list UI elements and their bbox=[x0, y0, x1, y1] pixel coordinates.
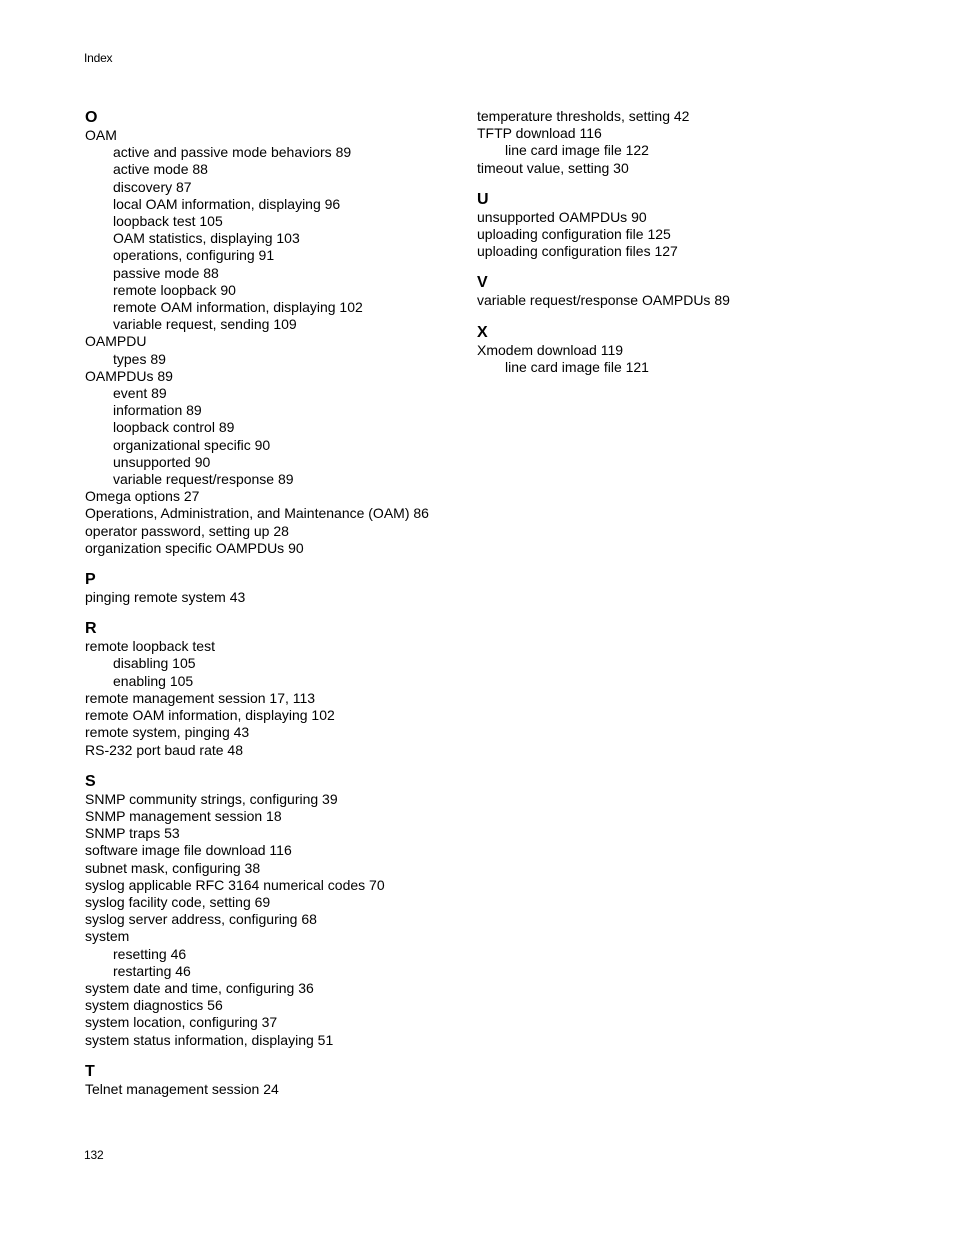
section-letter: O bbox=[85, 109, 98, 126]
index-section bbox=[85, 108, 465, 557]
index-subentry: discovery 87 bbox=[113, 178, 192, 195]
index-subentry: line card image file 122 bbox=[505, 142, 649, 159]
index-entry: RS-232 port baud rate 48 bbox=[85, 741, 243, 758]
index-subentry: OAM statistics, displaying 103 bbox=[113, 230, 300, 247]
section-letter: R bbox=[85, 620, 97, 638]
index-entry: system status information, displaying 51 bbox=[85, 1031, 334, 1048]
index-subentry: disabling 105 bbox=[113, 655, 196, 672]
index-section bbox=[85, 772, 465, 1049]
index-entry: SNMP management session 18 bbox=[85, 807, 282, 824]
index-subentry: active and passive mode behaviors 89 bbox=[113, 144, 352, 161]
index-subentry: passive mode 88 bbox=[113, 264, 219, 281]
index-entry: system diagnostics 56 bbox=[85, 997, 223, 1014]
index-entry: OAM bbox=[85, 127, 117, 143]
index-entry: temperature thresholds, setting 42 bbox=[477, 108, 690, 124]
index-entry: operator password, setting up 28 bbox=[85, 522, 289, 539]
section-letter: V bbox=[477, 274, 488, 292]
index-subentry: remote OAM information, displaying 102 bbox=[113, 299, 363, 316]
page-header: Index bbox=[84, 51, 113, 65]
index-entry: SNMP community strings, configuring 39 bbox=[85, 790, 338, 807]
index-entry: TFTP download 116 bbox=[477, 125, 602, 142]
index-section bbox=[85, 619, 465, 758]
index-entry: syslog server address, configuring 68 bbox=[85, 911, 317, 928]
index-entry: Omega options 27 bbox=[85, 488, 200, 505]
index-entry: Telnet management session 24 bbox=[85, 1080, 279, 1097]
index-column-right bbox=[477, 108, 857, 389]
index-subentry: unsupported 90 bbox=[113, 453, 211, 470]
index-column-left bbox=[85, 108, 465, 1111]
index-subentry: loopback test 105 bbox=[113, 213, 223, 230]
index-subentry: information 89 bbox=[113, 402, 202, 419]
index-subentry: local OAM information, displaying 96 bbox=[113, 195, 341, 212]
index-entry: OAMPDU bbox=[85, 333, 147, 350]
index-subentry: variable request/response 89 bbox=[113, 471, 294, 488]
index-section bbox=[477, 108, 857, 177]
index-entry: remote loopback test bbox=[85, 638, 215, 655]
index-entry: uploading configuration files 127 bbox=[477, 243, 678, 260]
index-entry: software image file download 116 bbox=[85, 842, 292, 859]
index-entry: timeout value, setting 30 bbox=[477, 159, 629, 176]
index-entry: unsupported OAMPDUs 90 bbox=[477, 208, 647, 225]
index-entry: SNMP traps 53 bbox=[85, 825, 180, 842]
index-subentry: types 89 bbox=[113, 350, 166, 367]
index-entry: remote system, pinging 43 bbox=[85, 724, 250, 741]
section-letter: P bbox=[85, 571, 96, 589]
index-subentry: line card image file 121 bbox=[505, 358, 649, 375]
section-letter: X bbox=[477, 323, 488, 341]
index-entry: syslog facility code, setting 69 bbox=[85, 893, 271, 910]
section-letter: T bbox=[85, 1062, 95, 1080]
index-subentry: event 89 bbox=[113, 385, 167, 402]
index-section bbox=[85, 570, 465, 606]
index-entry: system date and time, configuring 36 bbox=[85, 979, 314, 996]
index-subentry: restarting 46 bbox=[113, 962, 191, 979]
index-entry: Operations, Administration, and Maintenance (OAM) 86 bbox=[85, 505, 429, 522]
index-entry: remote OAM information, displaying 102 bbox=[85, 707, 335, 724]
index-entry: remote management session 17, 113 bbox=[85, 689, 316, 706]
index-subentry: organizational specific 90 bbox=[113, 436, 271, 453]
index-entry: syslog applicable RFC 3164 numerical codes 70 bbox=[85, 876, 385, 893]
index-entry: subnet mask, configuring 38 bbox=[85, 859, 261, 876]
index-subentry: remote loopback 90 bbox=[113, 281, 236, 298]
index-section bbox=[85, 1062, 465, 1098]
index-entry: system location, configuring 37 bbox=[85, 1014, 278, 1031]
index-entry: pinging remote system 43 bbox=[85, 589, 246, 606]
index-section bbox=[477, 273, 857, 309]
index-section bbox=[477, 190, 857, 261]
index-subentry: resetting 46 bbox=[113, 945, 187, 962]
index-entry: system bbox=[85, 928, 130, 945]
index-section bbox=[477, 323, 857, 376]
index-entry: variable request/response OAMPDUs 89 bbox=[477, 292, 730, 309]
index-subentry: active mode 88 bbox=[113, 161, 208, 178]
index-entry: organization specific OAMPDUs 90 bbox=[85, 539, 304, 556]
index-subentry: enabling 105 bbox=[113, 672, 194, 689]
index-subentry: operations, configuring 91 bbox=[113, 247, 275, 264]
index-entry: Xmodem download 119 bbox=[477, 341, 624, 358]
index-subentry: loopback control 89 bbox=[113, 419, 235, 436]
index-entry: uploading configuration file 125 bbox=[477, 226, 671, 243]
index-entry: OAMPDUs 89 bbox=[85, 367, 173, 384]
page-number: 132 bbox=[84, 1148, 104, 1162]
section-letter: U bbox=[477, 190, 489, 208]
section-letter: S bbox=[85, 772, 96, 790]
index-subentry: variable request, sending 109 bbox=[113, 316, 297, 333]
